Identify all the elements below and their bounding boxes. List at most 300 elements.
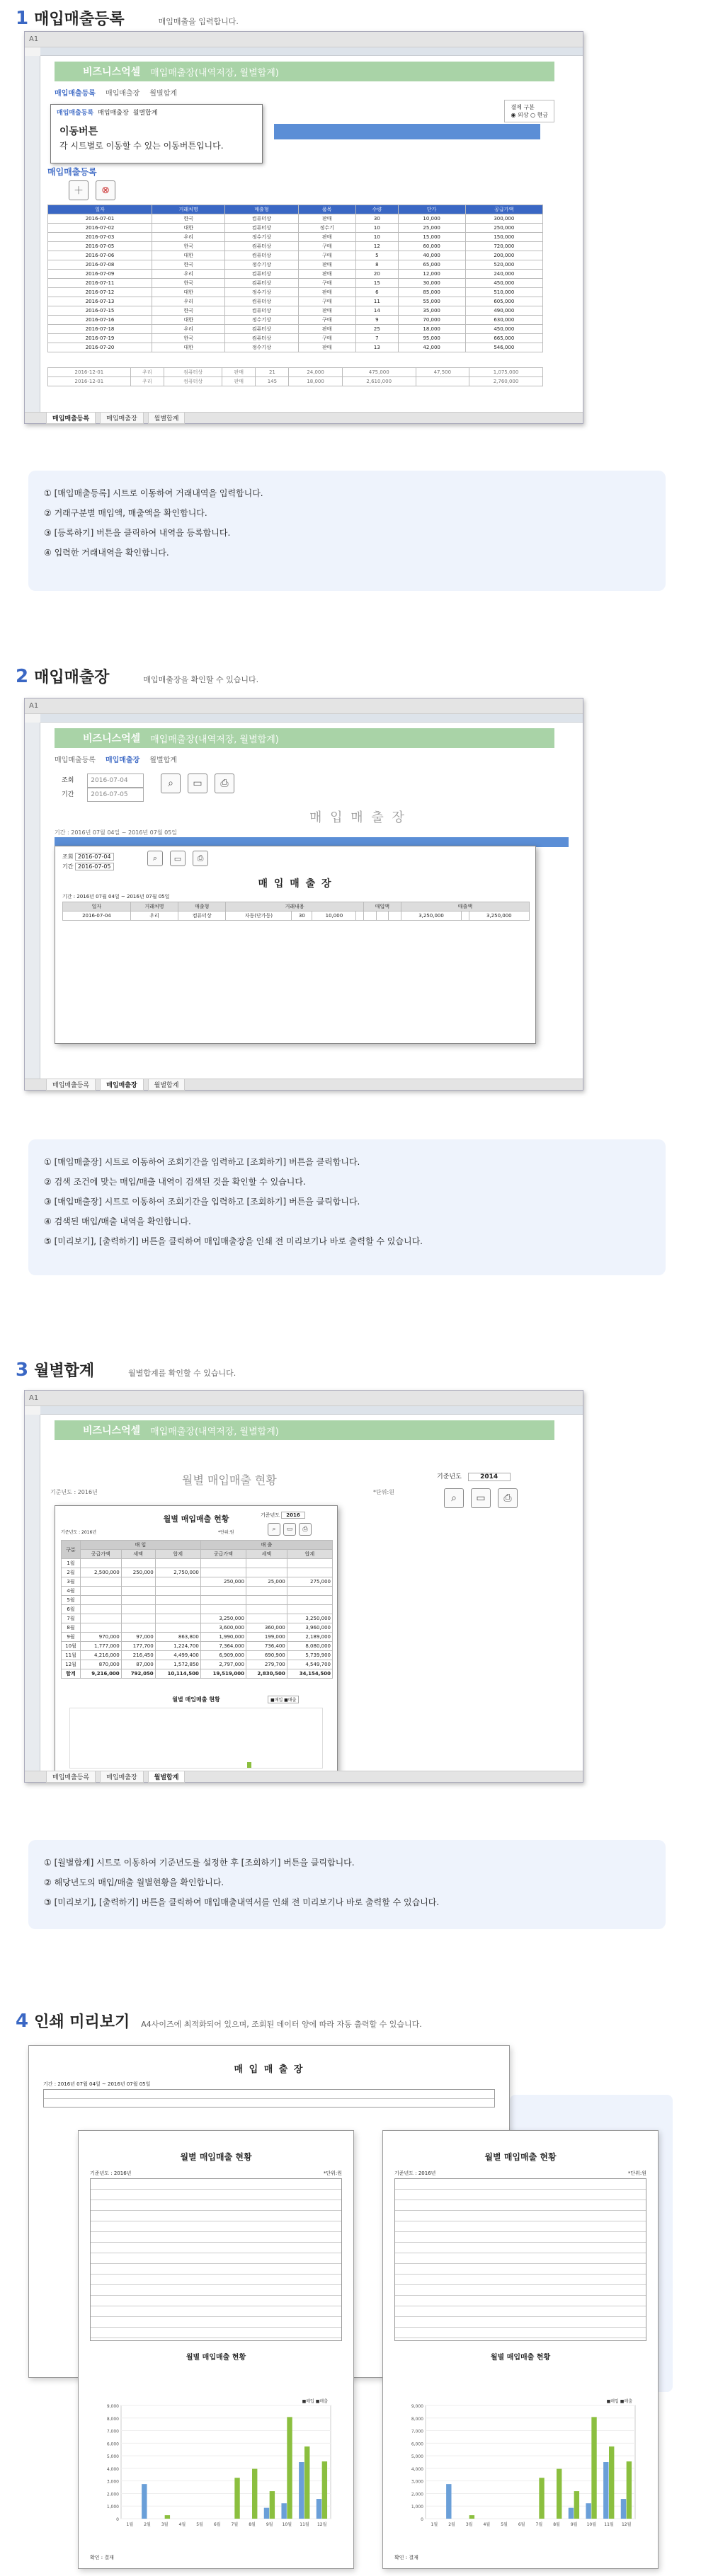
instruction-line: ① [매입매출장] 시트로 이동하여 조회기간을 입력하고 [조회하기] 버튼을 클릭합니다. [44, 1157, 360, 1167]
bar-매입 [603, 2462, 608, 2519]
pop-data-row [63, 912, 530, 921]
table-cell: 2016-12-01 [48, 377, 131, 386]
p3-table-lines [394, 2178, 646, 2341]
sheet-tab-ledger[interactable]: 매입매출장 [100, 1771, 143, 1783]
table-cell: 15,000 [398, 233, 465, 242]
sub-col: 합계 [287, 1550, 332, 1559]
sheet-tab-monthly[interactable]: 월별합계 [148, 1079, 186, 1091]
x-tick-label: 7월 [535, 2522, 543, 2527]
sheet-tab-ledger[interactable]: 매입매출장 [100, 412, 143, 424]
value-cell: 3,250,000 [200, 1614, 246, 1623]
value-cell: 736,400 [246, 1642, 287, 1651]
pop-print-button[interactable] [193, 851, 208, 866]
search-button[interactable] [444, 1488, 464, 1508]
pop-buttons [147, 851, 208, 866]
section-monthly [0, 1352, 701, 1953]
bar-매출 [287, 2417, 292, 2519]
table-cell: 200,000 [465, 251, 542, 260]
preview-button[interactable] [188, 774, 207, 793]
section-number: 1 [16, 8, 29, 29]
bar-매입 [317, 2499, 321, 2519]
x-tick-label: 11월 [300, 2522, 309, 2527]
table-row[interactable] [48, 270, 543, 279]
table-cell: 우리 [152, 297, 225, 306]
y-tick-label: 5,000 [411, 2454, 423, 2460]
instruction-line: ③ [매입매출장] 시트로 이동하여 조회기간을 입력하고 [조회하기] 버튼을 클릭합니다. [44, 1197, 360, 1207]
register-button[interactable] [69, 180, 89, 200]
section-title: 월별합계 [34, 1362, 95, 1380]
table-cell: 정수기상 [225, 343, 298, 352]
value-cell: 1,990,000 [200, 1633, 246, 1642]
month-cell: 10월 [62, 1642, 81, 1651]
pop-preview-button[interactable] [283, 1523, 296, 1536]
sheet-body [40, 56, 583, 412]
sub-col: 공급가액 [200, 1550, 246, 1559]
pop-cell: 우리 [130, 912, 178, 921]
table-row[interactable] [48, 260, 543, 270]
value-cell [287, 1596, 332, 1605]
x-tick-label: 6월 [213, 2522, 221, 2527]
excel-window [24, 698, 583, 1091]
value-cell [80, 1605, 121, 1614]
section-title: 매입매출장 [34, 669, 110, 686]
month-cell: 합계 [62, 1669, 81, 1679]
table-cell: 2016-07-20 [48, 343, 152, 352]
pop-cell: 컴퓨터상 [178, 912, 226, 921]
section-title: 인쇄 미리보기 [34, 2013, 130, 2031]
table-row[interactable] [48, 288, 543, 297]
sheet-tab-monthly[interactable]: 월별합계 [148, 412, 186, 424]
table-cell: 컴퓨터상 [225, 297, 298, 306]
name-box[interactable]: A1 [25, 1391, 583, 1406]
app-tagline: 매입매출장(내역저장, 월별합계) [150, 1426, 279, 1437]
table-row[interactable] [48, 368, 543, 377]
table-cell: 85,000 [398, 288, 465, 297]
ledger-title: 매 입 매 출 장 [309, 810, 406, 825]
delete-button[interactable] [96, 180, 115, 200]
pop-col: 매입액 [363, 902, 401, 912]
value-cell: 970,000 [80, 1633, 121, 1642]
x-tick-label: 5월 [501, 2522, 508, 2527]
x-tick-label: 11월 [604, 2522, 614, 2527]
print-button[interactable] [215, 774, 234, 793]
pop-from-label: 조회 [62, 853, 74, 860]
pop-print-button[interactable] [299, 1523, 312, 1536]
search-icon: ⌕ [168, 778, 173, 789]
table-cell: 판매 [298, 306, 355, 316]
radio-cash[interactable]: ○ 현금 [530, 112, 548, 118]
pop-cell: 3,250,000 [469, 912, 529, 921]
value-cell [287, 1559, 332, 1568]
table-cell: 대한 [152, 343, 225, 352]
action-buttons [69, 180, 115, 200]
pop-unit-label: *단위:원 [218, 1530, 234, 1535]
pop-cell [376, 912, 389, 921]
value-cell: 4,549,700 [287, 1660, 332, 1669]
value-cell: 2,830,500 [246, 1669, 287, 1679]
monthly-row [62, 1587, 333, 1596]
input-blue-strip [274, 124, 540, 139]
tooltip-title: 이동버튼 [59, 126, 98, 137]
value-cell [155, 1587, 200, 1596]
monthly-table [61, 1540, 333, 1679]
table-cell: 10 [356, 224, 399, 233]
value-cell [121, 1577, 155, 1587]
value-cell: 1,777,000 [80, 1642, 121, 1651]
row-headers [25, 723, 40, 1079]
monitor-icon: ▭ [286, 1526, 293, 1533]
table-cell: 30 [356, 214, 399, 224]
instruction-line: ① [매입매출등록] 시트로 이동하여 거래내역을 입력합니다. [44, 488, 263, 498]
to-date-input[interactable]: 2016-07-05 [87, 788, 144, 802]
value-cell [246, 1605, 287, 1614]
value-cell: 1,572,850 [155, 1660, 200, 1669]
preview-button[interactable] [471, 1488, 491, 1508]
tooltip-body: 각 시트별로 이동할 수 있는 이동버튼입니다. [59, 141, 224, 151]
table-cell: 13 [356, 343, 399, 352]
p2-chart-title: 월별 매입매출 현황 [186, 2354, 246, 2362]
entry-table [47, 205, 543, 352]
app-banner [55, 728, 554, 748]
x-tick-label: 6월 [518, 2522, 525, 2527]
date-range [62, 774, 144, 802]
table-cell: 25 [356, 325, 399, 334]
table-cell: 2,610,000 [342, 377, 416, 386]
table-cell: 12 [356, 242, 399, 251]
name-box[interactable]: A1 [25, 32, 583, 47]
tab-register[interactable]: 매입매출등록 [55, 757, 96, 764]
table-cell: 한국 [152, 260, 225, 270]
month-cell: 9월 [62, 1633, 81, 1642]
value-cell: 8,080,000 [287, 1642, 332, 1651]
table-cell: 컴퓨터상 [225, 279, 298, 288]
pop-cell [389, 912, 401, 921]
x-tick-label: 10월 [282, 2522, 292, 2527]
print-page-monthly-2 [382, 2130, 659, 2569]
pop-year-value[interactable]: 2016 [281, 1512, 304, 1519]
section-register [0, 0, 701, 616]
table-cell: 2016-07-13 [48, 297, 152, 306]
col-header: 단가 [398, 205, 465, 214]
table-row[interactable] [48, 224, 543, 233]
table-row[interactable] [48, 377, 543, 386]
x-tick-label: 4월 [178, 2522, 186, 2527]
section-subtitle: A4사이즈에 최적화되어 있으며, 조회된 데이터 양에 따라 자동 출력할 수 있습니다. [141, 2020, 422, 2029]
table-row[interactable] [48, 251, 543, 260]
x-tick-label: 9월 [266, 2522, 273, 2527]
bar-매출 [469, 2515, 474, 2519]
table-cell: 2016-07-19 [48, 334, 152, 343]
table-cell: 70,000 [398, 316, 465, 325]
table-cell: 판매 [222, 368, 256, 377]
chart-legend: ■매입 ■매출 [302, 2399, 328, 2404]
table-cell: 판매 [298, 260, 355, 270]
table-cell: 65,000 [398, 260, 465, 270]
value-cell [80, 1623, 121, 1633]
pop-buttons [268, 1523, 312, 1536]
value-cell: 4,499,400 [155, 1651, 200, 1660]
pop-cell: 2016-07-04 [63, 912, 131, 921]
table-cell: 우리 [152, 270, 225, 279]
bar-매출 [304, 2446, 309, 2519]
x-tick-label: 9월 [570, 2522, 578, 2527]
table-row[interactable] [48, 242, 543, 251]
y-tick-label: 3,000 [106, 2479, 119, 2485]
section-ledger [0, 658, 701, 1316]
pop-col: 거래내용 [226, 902, 363, 912]
value-cell: 2,500,000 [80, 1568, 121, 1577]
pop-to-label: 기간 [62, 863, 74, 870]
sheet-tab-register[interactable]: 매입매출등록 [46, 412, 96, 424]
table-cell: 판매 [298, 288, 355, 297]
table-cell: 컴퓨터상 [225, 306, 298, 316]
row-headers [25, 56, 40, 412]
table-cell: 490,000 [465, 306, 542, 316]
table-cell: 구매 [298, 297, 355, 306]
monthly-subheader-row [62, 1550, 333, 1559]
sub-col: 세액 [121, 1550, 155, 1559]
value-cell [155, 1614, 200, 1623]
monthly-row [62, 1577, 333, 1587]
table-cell: 35,000 [398, 306, 465, 316]
value-cell [200, 1587, 246, 1596]
month-cell: 12월 [62, 1660, 81, 1669]
value-cell [200, 1559, 246, 1568]
table-cell: 11 [356, 297, 399, 306]
monthly-row [62, 1614, 333, 1623]
table-cell: 컴퓨터상 [225, 251, 298, 260]
instruction-line: ③ [미리보기], [출력하기] 버튼을 클릭하여 매입매출내역서를 인쇄 전 미리보기나 바로 출력할 수 있습니다. [44, 1897, 440, 1907]
pop-col: 매출형 [178, 902, 226, 912]
value-cell: 1,224,700 [155, 1642, 200, 1651]
instruction-line: ② 검색 조건에 맞는 매입/매출 내역이 검색된 것을 확인할 수 있습니다. [44, 1177, 306, 1187]
table-cell: 판매 [298, 270, 355, 279]
table-cell: 450,000 [465, 279, 542, 288]
x-tick-label: 7월 [231, 2522, 239, 2527]
value-cell: 9,216,000 [80, 1669, 121, 1679]
pop-preview-button[interactable] [170, 851, 186, 866]
month-cell: 2월 [62, 1568, 81, 1577]
radio-credit[interactable]: ◉ 외상 [511, 112, 529, 118]
monthly-row [62, 1623, 333, 1633]
table-row[interactable] [48, 343, 543, 352]
table-cell: 95,000 [398, 334, 465, 343]
table-cell [416, 377, 469, 386]
value-cell [200, 1596, 246, 1605]
bar-매입 [281, 2503, 286, 2519]
pop-col: 거래처명 [130, 902, 178, 912]
month-cell: 11월 [62, 1651, 81, 1660]
monitor-icon: ▭ [173, 853, 182, 863]
table-cell: 475,000 [342, 368, 416, 377]
table-cell: 한국 [152, 334, 225, 343]
bar-매입 [621, 2499, 626, 2519]
pop-year-label: 기준년도 [261, 1512, 280, 1518]
monthly-row [62, 1605, 333, 1614]
y-tick-label: 5,000 [106, 2454, 119, 2460]
table-cell: 판매 [298, 214, 355, 224]
print-button[interactable] [498, 1488, 518, 1508]
col-sell: 매 출 [200, 1541, 332, 1550]
col-header: 매출형 [225, 205, 298, 214]
value-cell: 275,000 [287, 1577, 332, 1587]
search-button[interactable] [161, 774, 181, 793]
pop-cell: 30 [292, 912, 312, 921]
tab-ledger[interactable]: 매입매출장 [105, 757, 140, 764]
x-tick-label: 1월 [126, 2522, 134, 2527]
month-cell: 3월 [62, 1577, 81, 1587]
table-cell: 판매 [222, 377, 256, 386]
table-row[interactable] [48, 233, 543, 242]
column-headers [40, 714, 583, 723]
table-row[interactable] [48, 334, 543, 343]
nav-tabs [55, 87, 177, 98]
sheet-tab-register[interactable]: 매입매출등록 [46, 1079, 96, 1091]
sheet-tab-ledger[interactable]: 매입매출장 [100, 1079, 143, 1091]
table-row[interactable] [48, 306, 543, 316]
table-cell: 2016-07-12 [48, 288, 152, 297]
value-cell [121, 1623, 155, 1633]
pop-chart-bar [247, 1762, 251, 1768]
table-cell: 630,000 [465, 316, 542, 325]
value-cell [200, 1605, 246, 1614]
value-cell [121, 1587, 155, 1596]
table-cell: 2016-07-08 [48, 260, 152, 270]
y-tick-label: 0 [421, 2517, 423, 2522]
from-date-input[interactable]: 2016-07-04 [87, 774, 144, 788]
table-cell: 2,760,000 [469, 377, 543, 386]
col-header: 품목 [298, 205, 355, 214]
table-cell: 60,000 [398, 242, 465, 251]
company-name: 비즈니스억셀 [83, 1425, 141, 1437]
month-cell: 8월 [62, 1623, 81, 1633]
sheet-tab-monthly[interactable]: 월별합계 [148, 1771, 186, 1783]
value-cell: 10,114,500 [155, 1669, 200, 1679]
section-header [16, 2010, 422, 2032]
table-cell: 10 [356, 233, 399, 242]
year-input[interactable]: 2014 [468, 1473, 511, 1481]
pop-header-row [63, 902, 530, 912]
table-row[interactable] [48, 325, 543, 334]
value-cell: 792,050 [121, 1669, 155, 1679]
sub-col: 세액 [246, 1550, 287, 1559]
col-header: 일자 [48, 205, 152, 214]
tab-monthly[interactable]: 월별합계 [149, 757, 177, 764]
p3-title: 월별 매입매출 현황 [484, 2152, 557, 2162]
pop-search-button[interactable] [147, 851, 163, 866]
x-tick-label: 3월 [161, 2522, 169, 2527]
pop-col: 일자 [63, 902, 131, 912]
printer-icon: ⎙ [503, 1493, 512, 1504]
monthly-header-row [62, 1541, 333, 1550]
value-cell: 690,900 [246, 1651, 287, 1660]
tt-tab-ledger[interactable]: 매입매출장 [98, 110, 129, 117]
value-cell [287, 1587, 332, 1596]
pop-title: 월별 매입매출 현황 [163, 1514, 229, 1524]
instruction-line: ④ 입력한 거래내역을 확인합니다. [44, 548, 169, 558]
table-cell: 판매 [298, 343, 355, 352]
table-row[interactable] [48, 297, 543, 306]
chart-legend: ■매입 ■매출 [606, 2399, 632, 2404]
table-row[interactable] [48, 279, 543, 288]
monthly-row [62, 1568, 333, 1577]
monthly-row [62, 1642, 333, 1651]
value-cell [246, 1568, 287, 1577]
printer-icon: ⎙ [197, 853, 204, 863]
pop-cell [363, 912, 376, 921]
pop-period: 기간 : 2016년 07월 04일 ~ 2016년 07월 05일 [62, 894, 170, 899]
p2-title: 월별 매입매출 현황 [180, 2152, 252, 2162]
pop-search-button[interactable] [268, 1523, 280, 1536]
table-cell: 컴퓨터상 [164, 377, 222, 386]
unit-label: *단위:원 [373, 1489, 394, 1495]
y-tick-label: 1,000 [106, 2505, 119, 2510]
section-header [16, 665, 258, 687]
pop-base-label: 기준년도 : 2016년 [61, 1530, 97, 1535]
section-number: 2 [16, 666, 29, 687]
value-cell: 2,750,000 [155, 1568, 200, 1577]
bar-매출 [627, 2461, 632, 2519]
value-cell [121, 1605, 155, 1614]
table-row[interactable] [48, 316, 543, 325]
tab-monthly[interactable]: 월별합계 [149, 90, 177, 98]
table-cell: 한국 [152, 214, 225, 224]
table-cell: 2016-07-02 [48, 224, 152, 233]
table-cell: 300,000 [465, 214, 542, 224]
value-cell: 3,250,000 [287, 1614, 332, 1623]
pay-type-label: 결제 구분 [511, 104, 535, 110]
table-cell: 우리 [130, 368, 164, 377]
x-tick-label: 8월 [553, 2522, 560, 2527]
tt-tab-monthly[interactable]: 월별합계 [132, 110, 158, 117]
bar-매출 [591, 2417, 596, 2519]
instruction-line: ⑤ [미리보기], [출력하기] 버튼을 클릭하여 매입매출장을 인쇄 전 미리보기나 바로 출력할 수 있습니다. [44, 1236, 423, 1246]
table-cell: 구매 [298, 242, 355, 251]
value-cell [155, 1605, 200, 1614]
y-tick-label: 1,000 [411, 2505, 423, 2510]
table-cell: 대한 [152, 288, 225, 297]
x-tick-label: 5월 [196, 2522, 203, 2527]
preview-popup [55, 846, 536, 1044]
table-cell: 450,000 [465, 325, 542, 334]
table-cell: 20 [356, 270, 399, 279]
table-cell: 47,500 [416, 368, 469, 377]
instructions-box [28, 1840, 666, 1929]
tab-ledger[interactable]: 매입매출장 [105, 90, 140, 98]
tab-register[interactable]: 매입매출등록 [55, 90, 96, 98]
tt-tab-register[interactable]: 매입매출등록 [57, 110, 94, 117]
name-box[interactable]: A1 [25, 698, 583, 714]
sheet-tab-register[interactable]: 매입매출등록 [46, 1771, 96, 1783]
table-cell: 150,000 [465, 233, 542, 242]
value-cell [80, 1559, 121, 1568]
table-cell: 구매 [298, 251, 355, 260]
monitor-icon: ▭ [476, 1493, 486, 1504]
table-cell: 구매 [298, 316, 355, 325]
close-icon: ⊗ [101, 185, 110, 196]
column-headers [40, 47, 583, 56]
radio-cash-label: 현금 [537, 112, 548, 118]
excel-window [24, 1390, 583, 1783]
monthly-title: 월별 매입매출 현황 [182, 1473, 277, 1487]
printer-icon: ⎙ [302, 1526, 308, 1533]
table-cell: 40,000 [398, 251, 465, 260]
value-cell: 2,189,000 [287, 1633, 332, 1642]
table-row[interactable] [48, 214, 543, 224]
table-cell: 판매 [298, 233, 355, 242]
y-tick-label: 6,000 [411, 2442, 423, 2447]
table-cell: 2016-07-01 [48, 214, 152, 224]
